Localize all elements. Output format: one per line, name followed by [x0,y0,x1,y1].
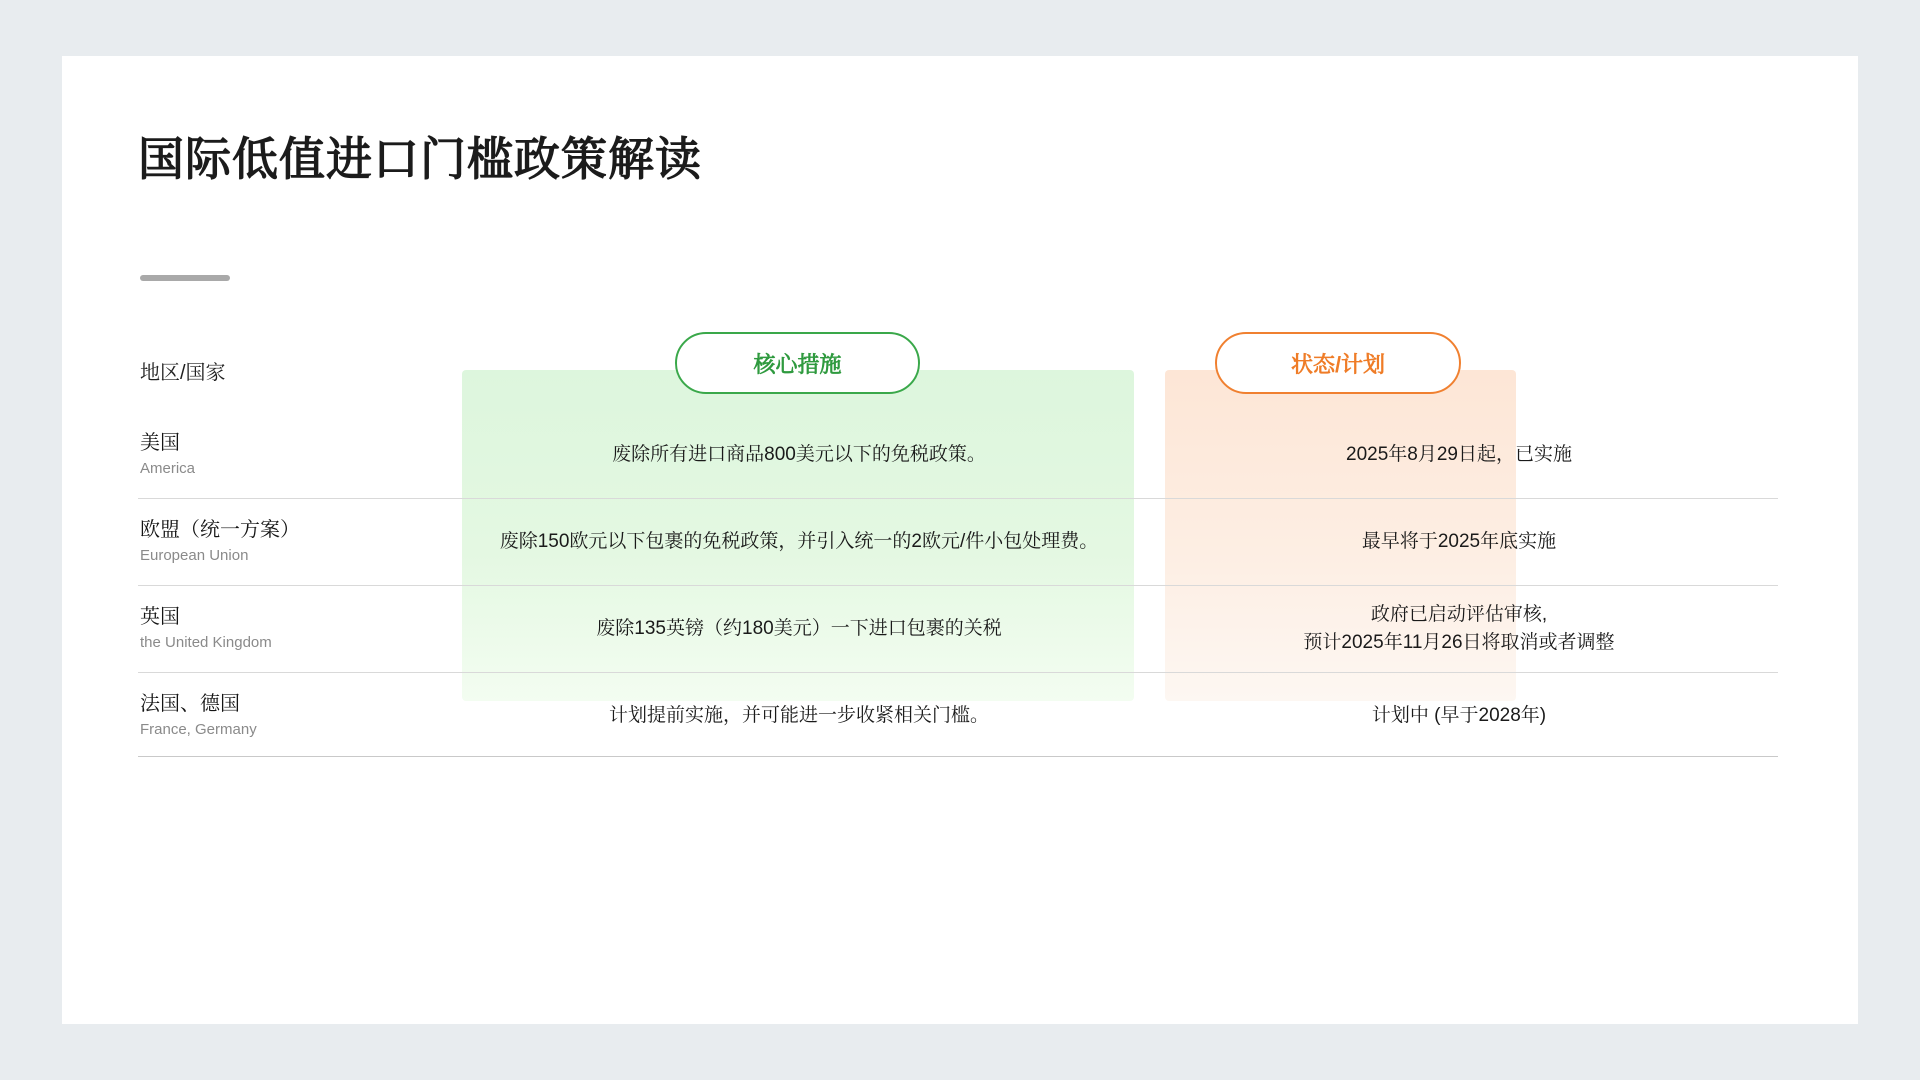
row-measure-america [458,441,1140,469]
row-region-france-germany [138,692,458,740]
region-name-cn: 美国 [140,432,180,455]
status-text: 计划中 (早于2028年) [1371,705,1547,727]
header-cell-region [138,356,458,385]
region-name-cn: 欧盟（统一方案） [140,519,300,542]
row-status-united-kingdom [1140,601,1778,656]
table-row [138,412,1778,499]
policy-table [138,328,1778,759]
row-region-european-union [138,518,458,566]
table-row [138,499,1778,586]
region-name-en: France, Germany [140,721,257,739]
table-bottom-rule [138,756,1778,757]
table-header-row [138,328,1778,412]
row-status-france-germany [1140,702,1778,730]
row-region-united-kingdom [138,605,458,653]
header-region-label: 地区/国家 [140,361,226,384]
measure-text: 废除135英镑（约180美元）一下进口包裹的关税 [596,618,1002,640]
row-measure-european-union [458,528,1140,556]
status-text: 最早将于2025年底实施 [1361,531,1557,553]
row-measure-united-kingdom [458,615,1140,643]
region-name-cn: 英国 [140,606,180,629]
status-column-pill-label: 状态/计划 [1290,351,1386,377]
measure-text: 废除150欧元以下包裹的免税政策，并引入统一的2欧元/件小包处理费。 [499,531,1099,553]
status-text: 2025年8月29日起，已实施 [1346,444,1572,466]
region-name-cn: 法国、德国 [140,693,240,716]
row-measure-france-germany [458,702,1140,730]
page-title: 国际低值进口门槛政策解读 [138,133,702,185]
measures-column-pill-label: 核心措施 [753,351,842,377]
slide-canvas [62,56,1858,1024]
row-status-america [1140,441,1778,469]
region-name-en: European Union [140,547,249,565]
status-text-line2: 预计2025年11月26日将取消或者调整 [1303,632,1615,653]
row-region-america [138,431,458,479]
row-status-european-union [1140,528,1778,556]
measure-text: 废除所有进口商品800美元以下的免税政策。 [612,444,986,466]
measure-text: 计划提前实施，并可能进一步收紧相关门槛。 [608,705,989,727]
table-row [138,586,1778,673]
title-underline-rule [140,275,230,281]
status-text-line1: 政府已启动评估审核, [1370,604,1548,626]
region-name-en: the United Kingdom [140,634,272,652]
table-row [138,673,1778,759]
region-name-en: America [140,460,196,478]
